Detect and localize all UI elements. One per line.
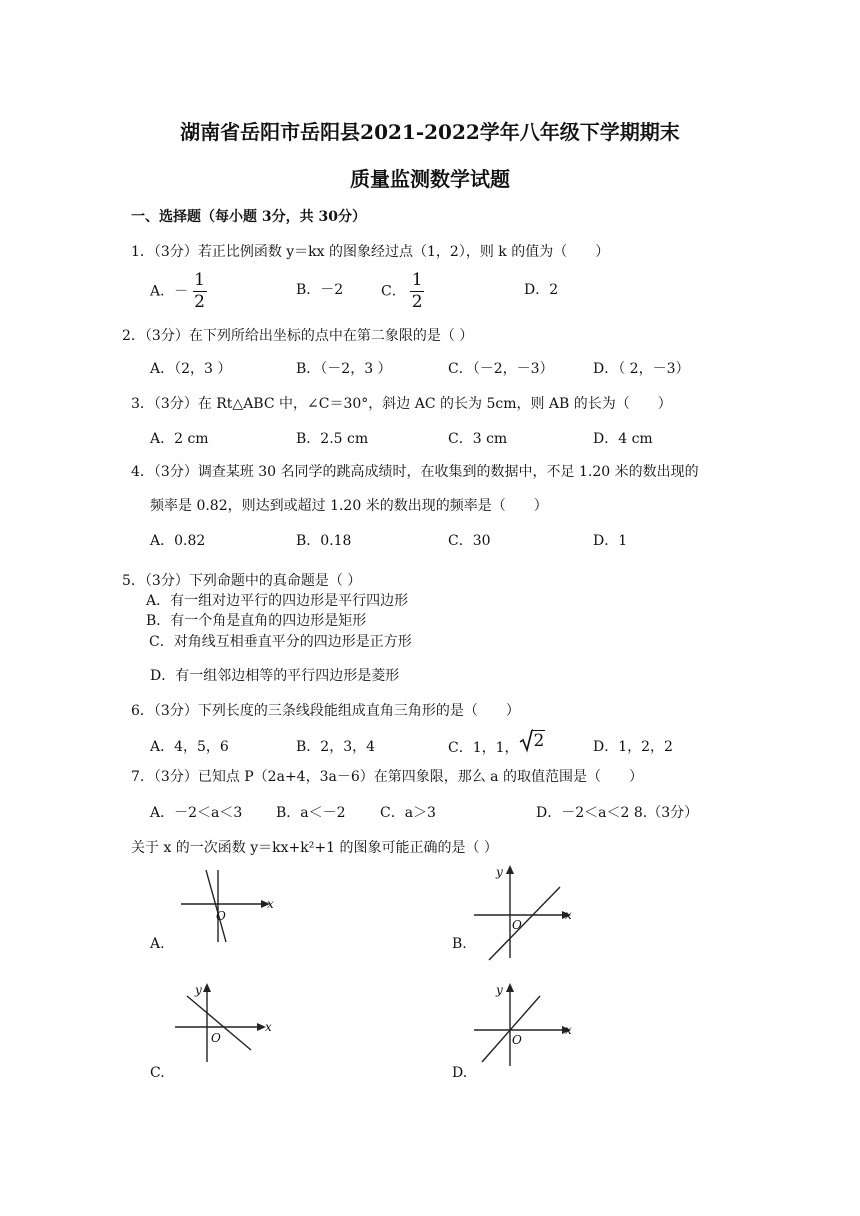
graph-a xyxy=(175,870,285,950)
question-7-stem: 7．（3分）已知点 P（2a+4，3a－6）在第四象限，那么 a 的取值范围是（ ） xyxy=(131,769,643,785)
q2-option-c: C．（－2，－3） xyxy=(448,361,554,377)
graph-d-x-label: x xyxy=(565,1023,572,1037)
question-1-stem: 1．（3分）若正比例函数 y＝kx 的图象经过点（1，2），则 k 的值为（ ） xyxy=(131,244,610,260)
graph-a-origin: O xyxy=(216,909,226,923)
q4-option-b: B．0.18 xyxy=(296,533,352,549)
q1-a-den: 2 xyxy=(194,292,205,312)
q7-option-c: C．a＞3 xyxy=(380,805,436,821)
question-2-stem: 2．（3分）在下列所给出坐标的点中在第二象限的是（ ） xyxy=(122,328,474,344)
page-title: 湖南省岳阳市岳阳县2021-2022学年八年级下学期期末 xyxy=(180,120,680,144)
question-3-stem: 3．（3分）在 Rt△ABC 中，∠C＝30°，斜边 AC 的长为 5cm，则 AB 的长为（ ） xyxy=(131,396,672,412)
q7-option-d: D．－2＜a＜2 8.（3分） xyxy=(536,805,699,821)
graph-d-origin: O xyxy=(512,1033,522,1047)
q2-option-b: B．（－2，3 ） xyxy=(296,361,392,377)
q4-option-c: C．30 xyxy=(448,533,491,549)
graph-a-x-label: x xyxy=(267,897,274,911)
graph-b-x-label: x xyxy=(565,908,572,922)
section-heading: 一、选择题（每小题 3分，共 30分） xyxy=(131,209,366,225)
graph-d xyxy=(474,980,584,1070)
question-6-stem: 6．（3分）下列长度的三条线段能组成直角三角形的是（ ） xyxy=(131,703,520,719)
q4-option-a: A．0.82 xyxy=(150,533,206,549)
graph-c-x-label: x xyxy=(265,1020,272,1034)
q7-option-a: A．－2＜a＜3 xyxy=(150,805,243,821)
sqrt-icon xyxy=(519,729,533,753)
question-5-stem: 5．（3分）下列命题中的真命题是（ ） xyxy=(122,573,362,589)
q1-c-num: 1 xyxy=(411,270,423,290)
q1-option-c xyxy=(381,272,424,311)
graph-a-label: A. xyxy=(150,936,165,952)
graph-c-label: C. xyxy=(150,1065,165,1081)
q6-c-radicand: 2 xyxy=(533,731,545,751)
q2-option-d: D．（ 2，－3） xyxy=(593,361,690,377)
graph-c-origin: O xyxy=(211,1031,221,1045)
graph-d-y-label: y xyxy=(496,983,503,997)
question-4-stem-line2: 频率是 0.82，则达到或超过 1.20 米的数出现的频率是（ ） xyxy=(150,498,548,514)
q1-option-b: B．－2 xyxy=(296,282,344,298)
graph-b-y-label: y xyxy=(496,865,503,879)
q6-c-prefix: C．1，1， xyxy=(448,740,519,756)
q2-option-a: A．（2，3 ） xyxy=(150,361,232,377)
q1-c-fraction xyxy=(410,272,424,311)
q5-option-d: D．有一组邻边相等的平行四边形是菱形 xyxy=(150,668,400,684)
q1-c-den: 2 xyxy=(411,292,423,312)
q4-option-d: D．1 xyxy=(593,533,628,549)
q6-option-a: A．4，5，6 xyxy=(150,739,229,755)
question-4-stem-line1: 4．（3分）调查某班 30 名同学的跳高成绩时，在收集到的数据中，不足 1.20 米的数出现的 xyxy=(131,464,699,480)
graph-b-label: B. xyxy=(452,936,467,952)
q1-option-a xyxy=(150,272,207,311)
graph-b xyxy=(474,862,584,962)
q6-option-c xyxy=(448,729,545,756)
graph-b-origin: O xyxy=(512,918,522,932)
q5-option-c: C．对角线互相垂直平分的四边形是正方形 xyxy=(149,634,412,650)
q1-option-d: D．2 xyxy=(524,282,559,298)
q6-option-b: B．2，3，4 xyxy=(296,739,376,755)
q3-option-a: A．2 cm xyxy=(150,431,209,447)
page-subtitle: 质量监测数学试题 xyxy=(350,167,510,191)
q5-option-a: A．有一组对边平行的四边形是平行四边形 xyxy=(146,593,409,609)
graph-c-y-label: y xyxy=(195,983,202,997)
q1-a-fraction xyxy=(193,272,207,311)
q3-option-b: B．2.5 cm xyxy=(296,431,369,447)
q3-option-d: D．4 cm xyxy=(593,431,653,447)
graph-d-label: D. xyxy=(452,1065,468,1081)
q5-option-b: B．有一个角是直角的四边形是矩形 xyxy=(146,613,367,629)
q1-a-prefix: A．－ xyxy=(150,283,189,300)
q1-a-num: 1 xyxy=(194,270,205,290)
question-8-stem: 关于 x 的一次函数 y＝kx+k²+1 的图象可能正确的是（ ） xyxy=(131,840,498,856)
graph-c xyxy=(175,982,285,1062)
q7-option-b: B．a＜－2 xyxy=(276,805,346,821)
q6-option-d: D．1，2，2 xyxy=(593,739,673,755)
q1-c-prefix: C． xyxy=(381,283,406,300)
q3-option-c: C．3 cm xyxy=(448,431,508,447)
